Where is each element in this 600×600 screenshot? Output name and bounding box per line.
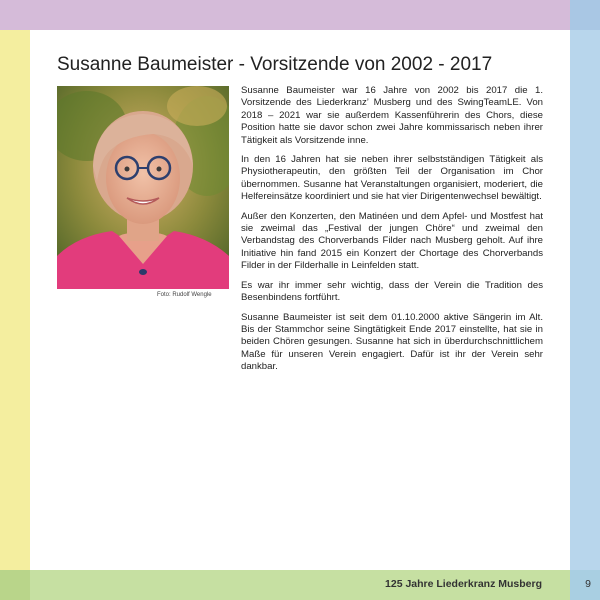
footer-title: 125 Jahre Liederkranz Musberg [385,578,542,590]
paragraph: Es war ihr immer sehr wichtig, dass der Verein die Tradition des Besenbindens fortführt. [241,279,543,304]
page-number: 9 [585,578,591,590]
paragraph: Susanne Baumeister ist seit dem 01.10.2000 aktive Sängerin im Alt. Bis der Stammchor seine Singtätigkeit Ende 2017 einstellte, hat sie in beiden Chören gesungen. Susanne hat sich in überdurchschnittlichem Maße für unseren Verein engagiert. Dafür ist ihr der Verein sehr dankbar. [241,311,543,373]
right-color-band [570,30,600,570]
article-body [241,85,543,381]
paragraph: Außer den Konzerten, den Matinéen und dem Apfel- und Mostfest hat sie zweimal das „Festival der jungen Chöre“ und zweimal den Verbandstag des Chorverbands Filder nach Musberg geholt. Auf ihre Initiative hin fand 2015 ein Konzert der Chortage des Chorverbands Filder in der Filderhalle in Leinfelden statt. [241,210,543,272]
photo-credit: Foto: Rudolf Wengle [157,292,212,298]
paragraph: In den 16 Jahren hat sie neben ihrer selbstständigen Tätigkeit als Physiotherapeutin, den größten Teil der Organisation im Chor übernommen. Susanne hat Veranstaltungen organisiert, moderiert, die Helfereinsätze koordiniert und sie hat vier Dirigentenwechsel bewältigt. [241,154,543,203]
page-title: Susanne Baumeister - Vorsitzende von 2002 - 2017 [57,54,493,75]
top-color-band [0,0,600,30]
left-color-band [0,30,30,570]
paragraph: Susanne Baumeister war 16 Jahre von 2002 bis 2017 die 1. Vorsitzende des Liederkranz’ Musberg und des SwingTeamLE. Von 2018 – 2021 war sie außerdem Kassenführerin des Chors, diese Position hatte sie davor schon zwei Jahre kommissarisch neben ihrer Tätigkeit als Vorsitzende inne. [241,85,543,146]
portrait-photo [57,86,229,289]
corner-bottom-left [0,570,30,600]
corner-top-right [570,0,600,30]
